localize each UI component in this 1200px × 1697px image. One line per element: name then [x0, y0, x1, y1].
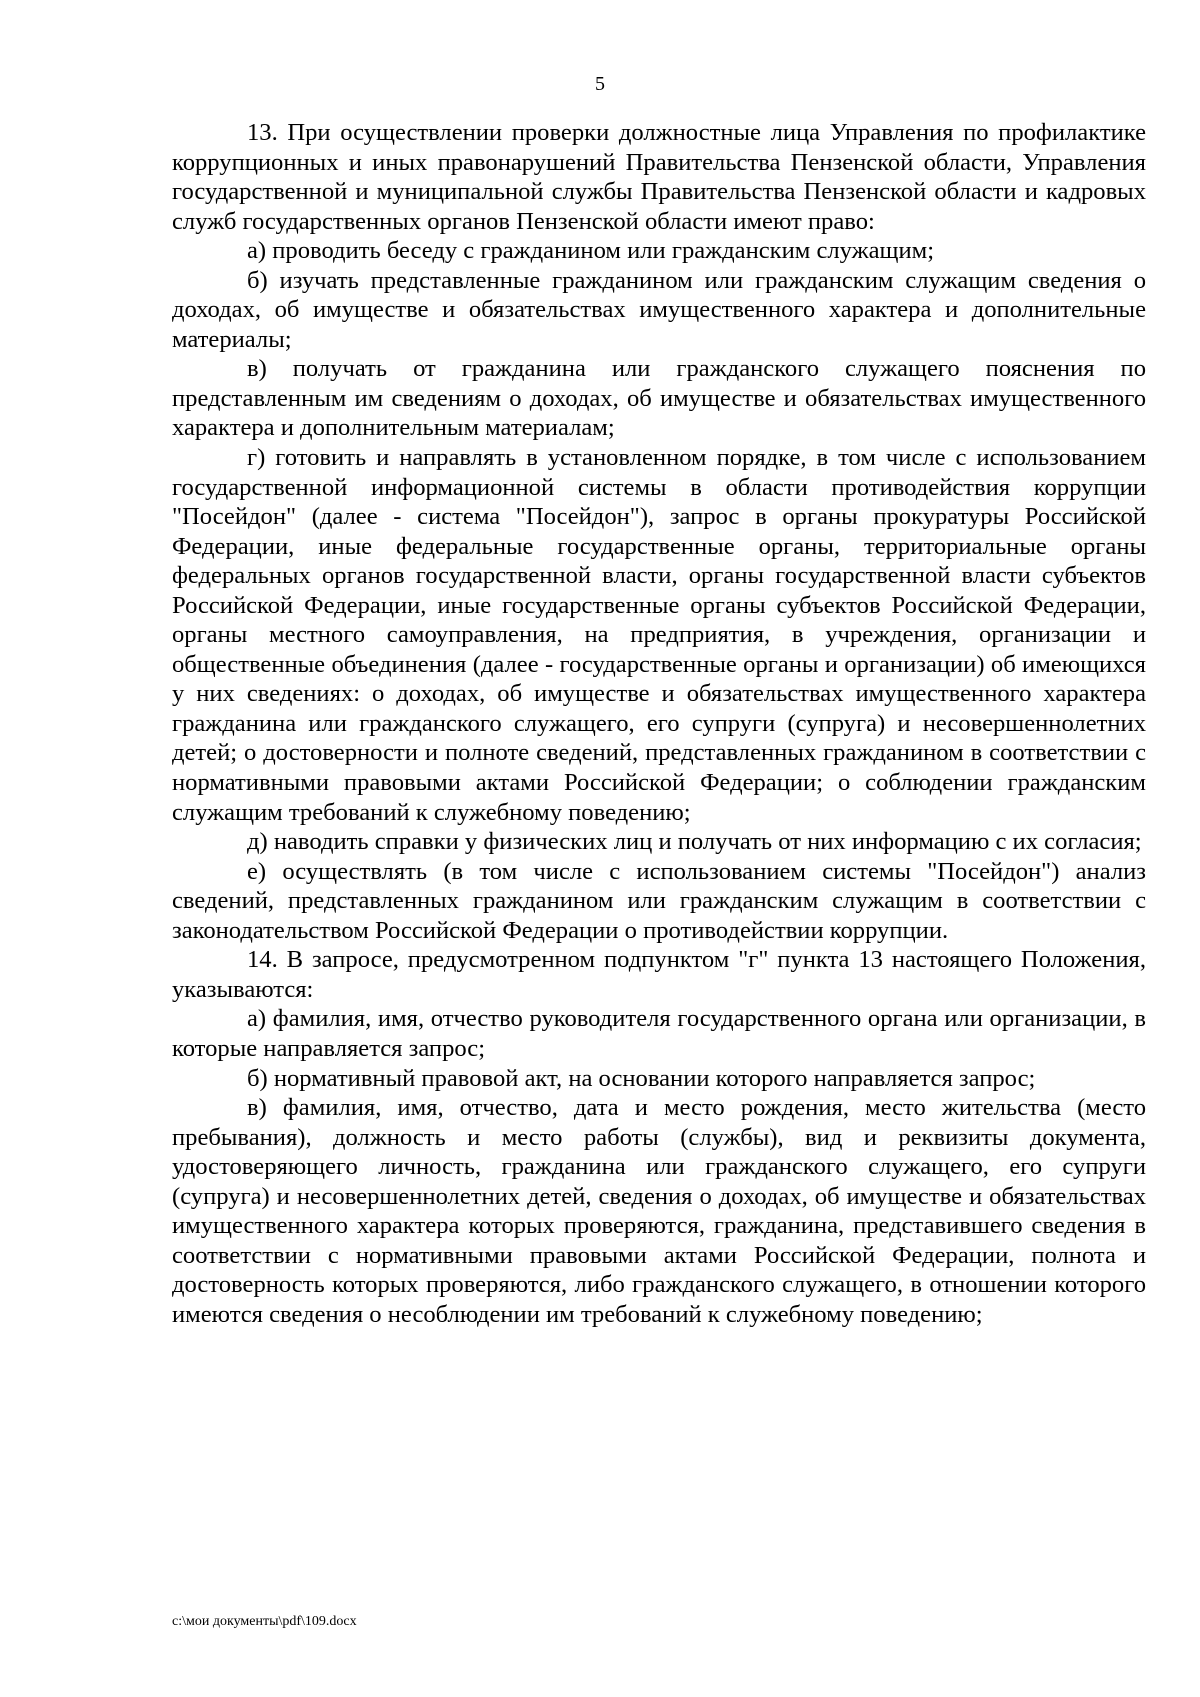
document-body: [172, 118, 1146, 1329]
paragraph-13-d: д) наводить справки у физических лиц и получать от них информацию с их согласия;: [247, 828, 1142, 856]
paragraph-14-v: в) фамилия, имя, отчество, дата и место рождения, место жительства (место пребывания), должность и место работы (службы), вид и реквизиты документа, удостоверяющего личность, гражданина или гражданского служащего, его супруги (супруга) и несовершеннолетних детей, сведения о доходах, об имуществе и обязательствах имущественного характера которых проверяются, гражданина, представившего сведения в соответствии с нормативными правовыми актами Российской Федерации, полнота и достоверность которых проверяются, либо гражданского служащего, в отношении которого имеются сведения о несоблюдении им требований к служебному поведению;: [172, 1094, 1146, 1328]
paragraph-14-b: б) нормативный правовой акт, на основании которого направляется запрос;: [247, 1064, 1036, 1092]
paragraph-14: 14. В запросе, предусмотренном подпунктом "г" пункта 13 настоящего Положения, указываются:: [172, 946, 1146, 1003]
page-number: 5: [595, 73, 605, 95]
footer-file-path: c:\мои документы\pdf\109.docx: [172, 1614, 357, 1629]
paragraph-13: 13. При осуществлении проверки должностные лица Управления по профилактике коррупционных и иных правонарушений Правительства Пензенской области, Управления государственной и муниципальной службы Правительства Пензенской области и кадровых служб государственных органов Пензенской области имеют право:: [172, 119, 1146, 235]
paragraph-13-g: г) готовить и направлять в установленном порядке, в том числе с использованием государственной информационной системы в области противодействия коррупции "Посейдон" (далее - система "Посейдон"), запрос в органы прокуратуры Российской Федерации, иные федеральные государственные органы, территориальные органы федеральных органов государственной власти, органы государственной власти субъектов Российской Федерации, иные государственные органы субъектов Российской Федерации, органы местного самоуправления, на предприятия, в учреждения, организации и общественные объединения (далее - государственные органы и организации) об имеющихся у них сведениях: о доходах, об имуществе и обязательствах имущественного характера гражданина или гражданского служащего, его супруги (супруга) и несовершеннолетних детей; о достоверности и полноте сведений, представленных гражданином в соответствии с нормативными правовыми актами Российской Федерации; о соблюдении гражданским служащим требований к служебному поведению;: [172, 444, 1146, 826]
paragraph-13-e: е) осуществлять (в том числе с использованием системы "Посейдон") анализ сведений, представленных гражданином или гражданским служащим в соответствии с законодательством Российской Федерации о противодействии коррупции.: [172, 857, 1146, 944]
paragraph-13-a: а) проводить беседу с гражданином или гражданским служащим;: [247, 237, 935, 265]
paragraph-14-a: а) фамилия, имя, отчество руководителя государственного органа или организации, в которые направляется запрос;: [172, 1005, 1146, 1062]
paragraph-13-v: в) получать от гражданина или гражданского служащего пояснения по представленным им сведениям о доходах, об имуществе и обязательствах имущественного характера и дополнительным материалам;: [172, 355, 1146, 442]
paragraph-13-b: б) изучать представленные гражданином или гражданским служащим сведения о доходах, об имуществе и обязательствах имущественного характера и дополнительные материалы;: [172, 266, 1146, 353]
